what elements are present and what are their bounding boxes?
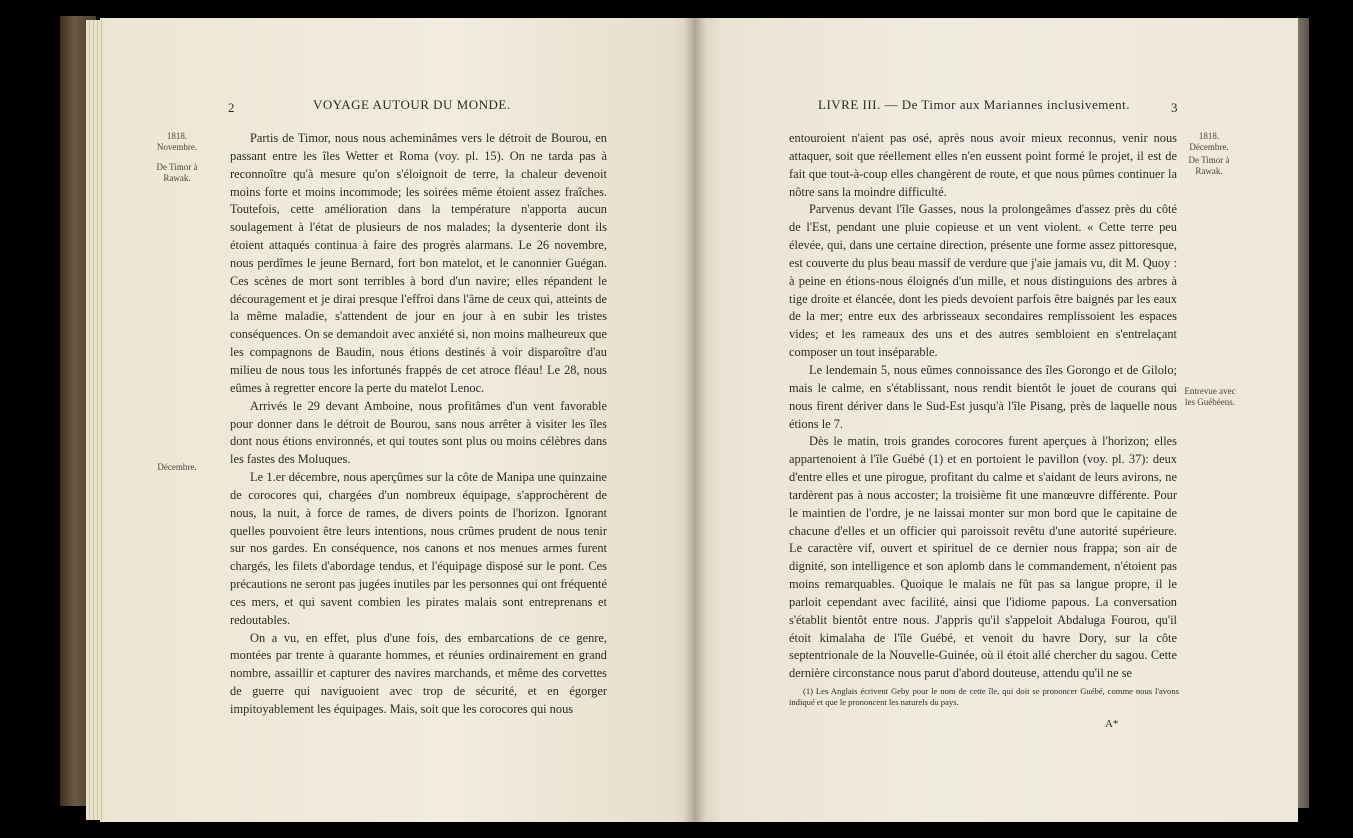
paragraph: On a vu, en effet, plus d'une fois, des embarcations de ce genre, montées par trente à quarante hommes, et réunies ordinairement en grand nombre, assaillir et capturer des navires marchands, et même des corvettes de guerre qui naviguoient avec trop de sécurité, et en égorger impitoyablement les équipages. Mais, soit que les corocores qui nous (230, 630, 607, 716)
paragraph: Parvenus devant l'île Gasses, nous la prolongeâmes d'assez près du côté de l'Est, pendant une pluie copieuse et un vent violent. « Cette terre peu élevée, qui, dans une certaine direction, présente une forme assez pittoresque, est couverte du plus beau massif de verdure que j'aie jamais vu, dit M. Quoy : à peine en étions-nous éloignés d'un mille, et nous distinguions des arbres à tige droite et élancée, dont les pieds devoient parfois être baignés par les eaux de la mer; entre eux des arbrisseaux secondaires remplissoient les espaces vides; et les rameaux des uns et des autres sembloient en s'entrelaçant composer un tout inséparable. (789, 202, 1177, 360)
right-page-number: 3 (1171, 100, 1178, 115)
right-body-text (789, 130, 1177, 683)
left-margin-december: Décembre. (157, 462, 197, 472)
right-margin-place: De Timor à Rawak. (1188, 155, 1230, 176)
paragraph: entouroient n'aient pas osé, après nous avoir mieux reconnus, venir nous attaquer, soit que réellement elles n'en eussent point formé le projet, il est de fait que tout-à-coup elles changèrent de route, et que nous pûmes continuer la nôtre sans la moindre difficulté. (789, 131, 1177, 199)
paragraph: Le 1.er décembre, nous aperçûmes sur la côte de Manipa une quinzaine de corocores qui, chargées d'un nombreux équipage, s'approchèrent de nous, la nuit, à force de rames, de divers points de l'horizon. Ignorant quelles pouvoient être leurs intentions, nous crûmes prudent de nous tenir sur nos gardes. En conséquence, nos canons et nos menues armes furent chargés, les filets d'abordage tendus, et l'équipage disposé sur le pont. Ces précautions ne seront pas jugées inutiles par les personnes qui ont fréquenté ces mers, et qui savent combien les pirates malais sont entreprenans et redoutables. (230, 470, 607, 627)
right-margin-year: 1818. (1198, 131, 1220, 141)
left-margin-place: De Timor à Rawak. (156, 162, 198, 183)
left-page-number: 2 (228, 100, 235, 115)
paragraph: Arrivés le 29 devant Amboine, nous profitâmes d'un vent favorable pour donner dans le détroit de Bourou, sans nous arrêter à visiter les îles dont nous étions environnés, et qui toutes sont plus ou moins célèbres dans les fastes des Moluques. (230, 398, 607, 467)
right-running-head: LIVRE III. — De Timor aux Mariannes inclusivement. (818, 97, 1131, 112)
left-margin-year: 1818. (166, 131, 188, 141)
footnote (789, 686, 1179, 708)
book-gutter (684, 18, 706, 822)
paragraph: Dès le matin, trois grandes corocores furent aperçues à l'horizon; elles appartenoient à l'île Guébé (1) et en portoient le pavillon (voy. pl. 37): deux d'entre elles et une pirogue, profitant du calme et s'aidant de leurs avirons, ne tardèrent pas à nous accoster; la troisième fit une manœuvre différente. Pour le maintien de l'ordre, je ne laissai monter sur mon bord que le capitaine de chacune d'elles et un officier qui paroissoit revêtu d'une autorité supérieure. Le caractère vif, ouvert et spirituel de ce dernier nous frappa; son air de dignité, son intelligence et son aplomb dans le commandement, n'étoient pas moins remarquables. Quoique le malais ne fût pas sa langue propre, il le parloit cependant avec facilité, ainsi que l'idiome papous. La conversation s'établit bientôt entre nous. J'appris qu'il s'appeloit Abdaluga Fourou, qu'il étoit kimalaha de l'île Guébé, et venoit du havre Dory, sur la côte septentrionale de la Nouvelle-Guinée, où il étoit allé chercher du sagou. Cette dernière circonstance nous parut d'abord douteuse, attendu qu'il ne se (789, 434, 1177, 681)
paragraph: Partis de Timor, nous nous acheminâmes vers le détroit de Bourou, en passant entre les îles Wetter et Roma (voy. pl. 15). On ne tarda pas à reconnoître qu'à mesure qu'on s'éloignoit de terre, la chaleur devenoit moins forte et moins incommode; les soirées même étoient assez fraîches. Toutefois, cette amélioration dans la température n'apporta aucun soulagement à l'état de plusieurs de nos malades; la dysenterie dont ils étoient attaqués continua à faire des progrès alarmans. Le 26 novembre, nous perdîmes le jeune Bernard, fort bon matelot, et le canonnier Guégan. Ces scènes de mort sont terribles à bord d'un navire; elles répandent le découragement et je dirai presque l'effroi dans l'âme de ceux qui, atteints de la même maladie, s'attendent de jour en jour à en subir les tristes conséquences. On se demandoit avec anxiété si, non moins malheureux que les compagnons de Baudin, nous étions destinés à voir disparoître d'au milieu de nous tous les infortunés frappés de cet atroce fléau! Le 28, nous eûmes à regretter encore la perte du matelot Lenoc. (230, 131, 607, 395)
left-running-head: VOYAGE AUTOUR DU MONDE. (313, 97, 511, 112)
left-margin-month: Novembre. (156, 142, 198, 152)
paragraph: Le lendemain 5, nous eûmes connoissance des îles Gorongo et de Gilolo; mais le calme, en s'établissant, nous rendit bientôt le jouet de courans qui nous firent dériver dans le Sud-Est jusqu'à l'île Pisang, près de laquelle nous étions le 7. (789, 362, 1177, 431)
right-margin-month: Décembre. (1189, 142, 1229, 152)
page-edges (86, 20, 104, 820)
signature-mark: A* (1105, 718, 1119, 730)
footnote-text: (1) Les Anglais écrivent Geby pour le nom de cette île, qui doit se prononcer Guébé, comme nous l'avons indiqué et que le prononcent les naturels du pays. (789, 686, 1179, 707)
left-body-text (230, 130, 607, 719)
right-margin-entrevue: Entrevue avec les Guébéens. (1184, 386, 1236, 407)
